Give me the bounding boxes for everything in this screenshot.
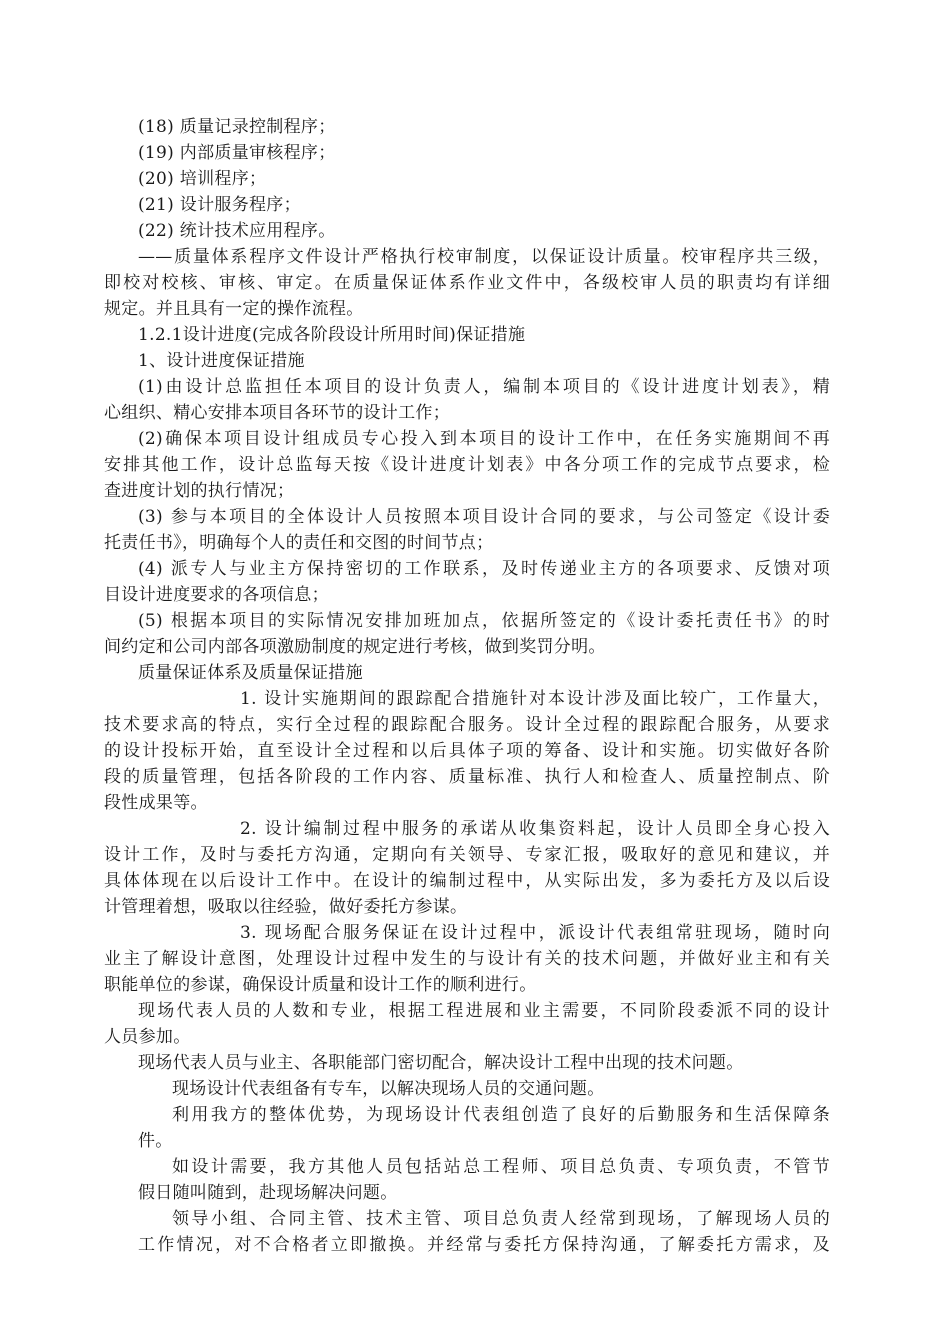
- paragraph-line: 计管理着想，吸取以往经验，做好委托方参谋。: [104, 897, 468, 917]
- subsection-heading: 1、设计进度保证措施: [138, 351, 305, 371]
- paragraph-line: 如设计需要，我方其他人员包括站总工程师、项目总负责、专项负责，不管节: [172, 1157, 830, 1177]
- paragraph-line: 具体体现在以后设计工作中。在设计的编制过程中，从实际出发，多为委托方及以后设: [104, 871, 830, 891]
- list-item-19: (19) 内部质量审核程序；: [138, 143, 336, 163]
- paragraph-line: (4) 派专人与业主方保持密切的工作联系，及时传递业主方的各项要求、反馈对项: [138, 559, 830, 579]
- paragraph-line: 利用我方的整体优势，为现场设计代表组创造了良好的后勤服务和生活保障条: [172, 1105, 830, 1125]
- paragraph-line: 的设计投标开始，直至设计全过程和以后具体子项的筹备、设计和实施。切实做好各阶: [104, 741, 830, 761]
- paragraph-line: 假日随叫随到，赴现场解决问题。: [138, 1183, 398, 1203]
- list-item-18: (18) 质量记录控制程序；: [138, 117, 336, 137]
- paragraph-line: 现场代表人员与业主、各职能部门密切配合，解决设计工程中出现的技术问题。: [138, 1053, 744, 1073]
- paragraph-line: (1)由设计总监担任本项目的设计负责人，编制本项目的《设计进度计划表》，精: [138, 377, 830, 397]
- paragraph-line: (5) 根据本项目的实际情况安排加班加点，依据所签定的《设计委托责任书》的时: [138, 611, 830, 631]
- list-item-21: (21) 设计服务程序；: [138, 195, 301, 215]
- paragraph-line: 查进度计划的执行情况；: [104, 481, 295, 501]
- paragraph-line: 3. 现场配合服务保证在设计过程中，派设计代表组常驻现场，随时向: [240, 923, 830, 943]
- paragraph-line: 设计工作，及时与委托方沟通，定期向有关领导、专家汇报，吸取好的意见和建议，并: [104, 845, 830, 865]
- paragraph-line: 人员参加。: [104, 1027, 191, 1047]
- paragraph-line: 现场设计代表组备有专车，以解决现场人员的交通问题。: [172, 1079, 605, 1099]
- paragraph-line: 技术要求高的特点，实行全过程的跟踪配合服务。设计全过程的跟踪配合服务，从要求: [104, 715, 830, 735]
- paragraph-line: 托责任书》，明确每个人的责任和交图的时间节点；: [104, 533, 494, 553]
- paragraph-line: 工作情况，对不合格者立即撤换。并经常与委托方保持沟通，了解委托方需求，及: [138, 1235, 830, 1255]
- paragraph-line: 段的质量管理，包括各阶段的工作内容、质量标准、执行人和检查人、质量控制点、阶: [104, 767, 830, 787]
- paragraph-line: 即校对校核、审核、审定。在质量保证体系作业文件中，各级校审人员的职责均有详细: [104, 273, 830, 293]
- list-item-20: (20) 培训程序；: [138, 169, 267, 189]
- section-heading: 质量保证体系及质量保证措施: [138, 663, 363, 683]
- paragraph-line: (2)确保本项目设计组成员专心投入到本项目的设计工作中，在任务实施期间不再: [138, 429, 830, 449]
- paragraph-line: 安排其他工作，设计总监每天按《设计进度计划表》中各分项工作的完成节点要求，检: [104, 455, 830, 475]
- paragraph-line: ——质量体系程序文件设计严格执行校审制度，以保证设计质量。校审程序共三级，: [138, 247, 830, 267]
- paragraph-line: 件。: [138, 1131, 173, 1151]
- paragraph-line: 间约定和公司内部各项激励制度的规定进行考核，做到奖罚分明。: [104, 637, 606, 657]
- paragraph-line: 规定。并且具有一定的操作流程。: [104, 299, 364, 319]
- paragraph-line: 现场代表人员的人数和专业，根据工程进展和业主需要，不同阶段委派不同的设计: [138, 1001, 830, 1021]
- paragraph-line: 领导小组、合同主管、技术主管、项目总负责人经常到现场，了解现场人员的: [172, 1209, 830, 1229]
- section-heading: 1.2.1设计进度(完成各阶段设计所用时间)保证措施: [138, 325, 526, 345]
- paragraph-line: 2. 设计编制过程中服务的承诺从收集资料起，设计人员即全身心投入: [240, 819, 830, 839]
- paragraph-line: 业主了解设计意图，处理设计过程中发生的与设计有关的技术问题，并做好业主和有关: [104, 949, 830, 969]
- paragraph-line: 1. 设计实施期间的跟踪配合措施针对本设计涉及面比较广，工作量大，: [240, 689, 830, 709]
- list-item-22: (22) 统计技术应用程序。: [138, 221, 336, 241]
- paragraph-line: 职能单位的参谋，确保设计质量和设计工作的顺利进行。: [104, 975, 537, 995]
- paragraph-line: 目设计进度要求的各项信息；: [104, 585, 329, 605]
- paragraph-line: 段性成果等。: [104, 793, 208, 813]
- paragraph-line: 心组织、精心安排本项目各环节的设计工作；: [104, 403, 450, 423]
- paragraph-line: (3) 参与本项目的全体设计人员按照本项目设计合同的要求，与公司签定《设计委: [138, 507, 830, 527]
